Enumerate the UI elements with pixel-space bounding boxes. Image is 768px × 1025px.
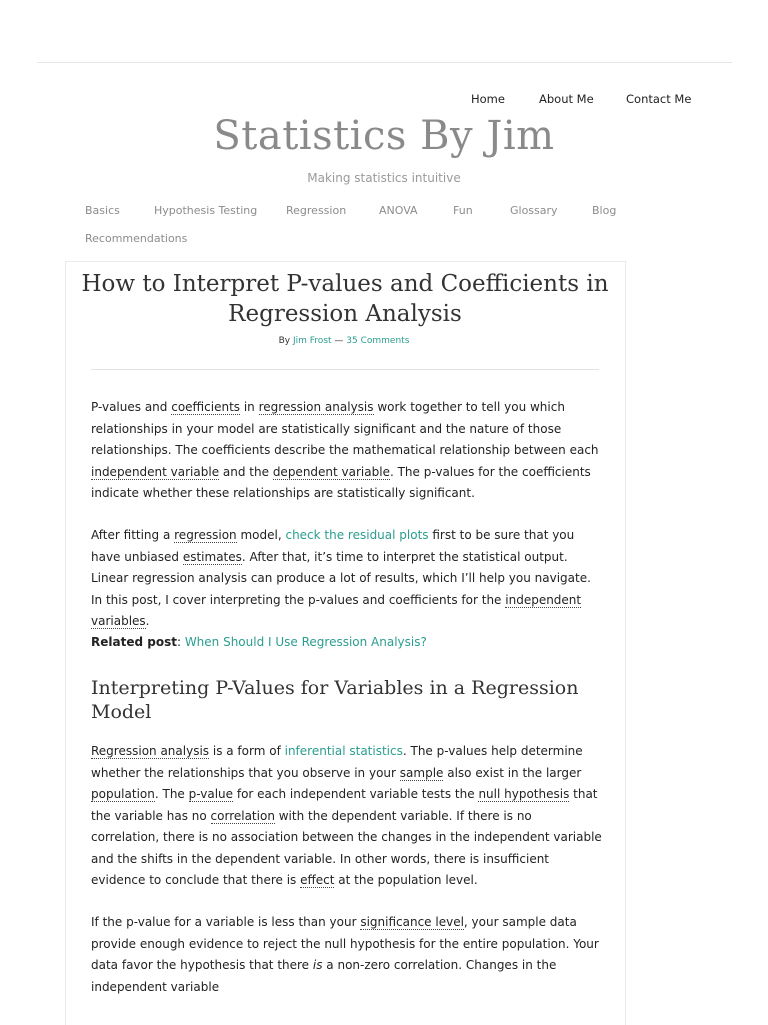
text: also exist in the larger xyxy=(443,765,582,780)
glossary-link-coefficients[interactable]: coefficients xyxy=(171,400,241,414)
text: work together to tell you which relationships in your model are statistically significant and the nature of those relationships. The coefficients describe the mathematical relationship between each xyxy=(91,400,599,457)
menu-basics[interactable]: Basics xyxy=(85,204,120,217)
pvalues-paragraph xyxy=(91,741,603,892)
menu-anova[interactable]: ANOVA xyxy=(379,204,418,217)
comments-link[interactable]: 35 Comments xyxy=(346,336,410,346)
glossary-link-correlation[interactable]: correlation xyxy=(210,808,275,823)
text: and the xyxy=(219,464,273,479)
menu-regression[interactable]: Regression xyxy=(286,204,347,217)
glossary-link-sample[interactable]: sample xyxy=(399,765,444,780)
related-post-label: Related post xyxy=(91,635,177,649)
top-navigation xyxy=(0,92,768,110)
glossary-link-dependent-variable[interactable]: dependent variable xyxy=(272,464,390,479)
text: If the p-value for a variable is less than your xyxy=(91,915,361,929)
title-separator xyxy=(91,369,599,370)
glossary-link-regression-analysis[interactable]: regression analysis xyxy=(258,400,374,414)
nav-contact-me[interactable]: Contact Me xyxy=(626,92,692,106)
menu-glossary[interactable]: Glossary xyxy=(510,204,558,217)
text: : xyxy=(176,635,185,649)
text: a non-zero correlation. Changes in the independent variable xyxy=(91,958,557,994)
menu-fun[interactable]: Fun xyxy=(453,204,473,217)
glossary-link-independent-variables[interactable]: independent variables xyxy=(91,592,582,628)
site-title[interactable]: Statistics By Jim xyxy=(213,113,555,159)
residual-paragraph xyxy=(91,525,603,633)
article-byline xyxy=(0,336,688,346)
residual-plots-link[interactable]: check the residual plots xyxy=(285,528,429,542)
byline-by: By xyxy=(278,336,291,346)
text: in xyxy=(240,400,259,414)
text: P-values and xyxy=(91,400,172,414)
significance-paragraph xyxy=(91,912,603,998)
emphasis-is: is xyxy=(312,958,323,972)
glossary-link-regression-analysis-2[interactable]: Regression analysis xyxy=(91,744,210,758)
site-tagline: Making statistics intuitive xyxy=(307,171,461,185)
byline-dash: — xyxy=(334,336,344,346)
related-post-link[interactable]: When Should I Use Regression Analysis? xyxy=(184,635,427,649)
text: for each independent variable tests the xyxy=(233,787,479,801)
glossary-link-null-hypothesis[interactable]: null hypothesis xyxy=(478,787,570,801)
glossary-link-population[interactable]: population xyxy=(91,787,155,801)
related-post xyxy=(91,632,603,654)
text: . The p-values for the coefficients indicate whether these relationships are statistically significant. xyxy=(91,464,591,500)
nav-home[interactable]: Home xyxy=(471,92,505,106)
menu-hypothesis-testing[interactable]: Hypothesis Testing xyxy=(154,204,258,217)
glossary-link-significance-level[interactable]: significance level xyxy=(360,915,464,929)
header-divider xyxy=(37,62,732,63)
text: model, xyxy=(236,528,286,542)
text: . xyxy=(145,614,150,628)
inferential-statistics-link[interactable]: inferential statistics xyxy=(284,744,403,758)
author-link[interactable]: Jim Frost xyxy=(293,336,332,346)
text: After fitting a xyxy=(91,528,175,542)
text: . The xyxy=(154,787,189,801)
nav-about-me[interactable]: About Me xyxy=(539,92,594,106)
glossary-link-independent-variable[interactable]: independent variable xyxy=(91,464,220,479)
glossary-link-p-value[interactable]: p-value xyxy=(188,787,234,801)
text: is a form of xyxy=(209,744,285,758)
glossary-link-estimates[interactable]: estimates xyxy=(182,549,242,564)
section-heading: Interpreting P-Values for Variables in a Regression Model xyxy=(91,677,579,723)
glossary-link-regression[interactable]: regression xyxy=(174,528,237,542)
intro-paragraph xyxy=(91,397,603,505)
text: that the variable has no xyxy=(91,787,598,823)
text: at the population level. xyxy=(334,873,478,887)
text: , your sample data provide enough evidence to reject the null hypothesis for the entire population. Your data favor the hypothesis that there xyxy=(91,915,599,972)
text: . The p-values help determine whether the relationships that you observe in your xyxy=(91,744,583,780)
menu-blog[interactable]: Blog xyxy=(592,204,617,217)
text: . After that, it’s time to interpret the statistical output. Linear regression analysis can produce a lot of results, which I’ll help you navigate. In this post, I cover interpreting the p-values and coefficients for the xyxy=(91,549,591,607)
article-title: How to Interpret P-values and Coefficients in Regression Analysis xyxy=(81,271,609,327)
menu-recommendations[interactable]: Recommendations xyxy=(85,232,188,245)
text: with the dependent variable. If there is no correlation, there is no association between the changes in the independent variable and the shifts in the dependent variable. In other words, there is insufficient evidence to conclude that there is xyxy=(91,808,602,887)
glossary-link-effect[interactable]: effect xyxy=(300,873,335,887)
text: first to be sure that you have unbiased xyxy=(91,528,575,564)
